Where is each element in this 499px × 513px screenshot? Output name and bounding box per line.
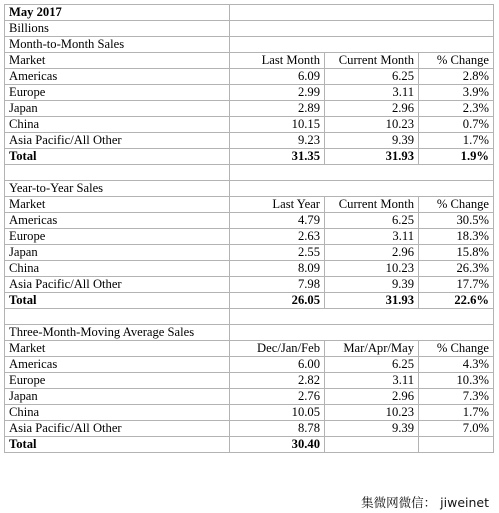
table-row [5, 357, 494, 373]
change-cell: 10.3% [419, 373, 494, 389]
sales-table [4, 4, 494, 453]
total-row [5, 293, 494, 309]
total-label: Total [5, 149, 230, 165]
total-value-cell: 30.40 [230, 437, 325, 453]
current-value-cell: 9.39 [325, 277, 419, 293]
change-cell: 18.3% [419, 229, 494, 245]
change-cell: 15.8% [419, 245, 494, 261]
empty-cell [230, 37, 494, 53]
market-cell: Asia Pacific/All Other [5, 133, 230, 149]
prior-value-cell: 10.05 [230, 405, 325, 421]
report-title: May 2017 [5, 5, 230, 21]
prior-value-cell: 8.09 [230, 261, 325, 277]
column-header-row [5, 197, 494, 213]
market-cell: Japan [5, 389, 230, 405]
table-row [5, 229, 494, 245]
change-cell: 2.8% [419, 69, 494, 85]
current-value-cell: 10.23 [325, 261, 419, 277]
spacer-row [5, 309, 494, 325]
watermark: 集微网微信： jiweinet [353, 493, 493, 513]
change-cell: 4.3% [419, 357, 494, 373]
total-value-cell: 1.9% [419, 149, 494, 165]
market-cell: Europe [5, 373, 230, 389]
column-header: Current Month [325, 53, 419, 69]
change-cell: 26.3% [419, 261, 494, 277]
column-header: Dec/Jan/Feb [230, 341, 325, 357]
total-value-cell [419, 437, 494, 453]
total-value-cell: 31.35 [230, 149, 325, 165]
change-cell: 7.3% [419, 389, 494, 405]
current-value-cell: 10.23 [325, 117, 419, 133]
spacer-row [5, 165, 494, 181]
column-header: Current Month [325, 197, 419, 213]
section-title: Month-to-Month Sales [5, 37, 230, 53]
table-row [5, 389, 494, 405]
current-value-cell: 10.23 [325, 405, 419, 421]
empty-cell [5, 309, 230, 325]
current-value-cell: 6.25 [325, 213, 419, 229]
table-row [5, 101, 494, 117]
prior-value-cell: 10.15 [230, 117, 325, 133]
table-row [5, 245, 494, 261]
change-cell: 1.7% [419, 133, 494, 149]
prior-value-cell: 6.09 [230, 69, 325, 85]
change-cell: 7.0% [419, 421, 494, 437]
current-value-cell: 3.11 [325, 229, 419, 245]
change-cell: 2.3% [419, 101, 494, 117]
prior-value-cell: 8.78 [230, 421, 325, 437]
column-header: % Change [419, 341, 494, 357]
empty-cell [230, 309, 494, 325]
table-row [5, 405, 494, 421]
column-header-market: Market [5, 197, 230, 213]
total-label: Total [5, 293, 230, 309]
table-row [5, 213, 494, 229]
market-cell: Europe [5, 85, 230, 101]
column-header: Mar/Apr/May [325, 341, 419, 357]
table-row [5, 277, 494, 293]
current-value-cell: 9.39 [325, 133, 419, 149]
column-header: Last Month [230, 53, 325, 69]
prior-value-cell: 2.63 [230, 229, 325, 245]
column-header-market: Market [5, 53, 230, 69]
prior-value-cell: 4.79 [230, 213, 325, 229]
market-cell: China [5, 261, 230, 277]
column-header: % Change [419, 197, 494, 213]
column-header-market: Market [5, 341, 230, 357]
total-value-cell: 22.6% [419, 293, 494, 309]
market-cell: China [5, 117, 230, 133]
section-title-row [5, 37, 494, 53]
section-title-row [5, 325, 494, 341]
market-cell: Americas [5, 213, 230, 229]
empty-cell [230, 181, 494, 197]
empty-cell [230, 165, 494, 181]
table-row [5, 85, 494, 101]
prior-value-cell: 7.98 [230, 277, 325, 293]
change-cell: 17.7% [419, 277, 494, 293]
market-cell: Asia Pacific/All Other [5, 277, 230, 293]
column-header: % Change [419, 53, 494, 69]
market-cell: Americas [5, 69, 230, 85]
change-cell: 30.5% [419, 213, 494, 229]
prior-value-cell: 2.55 [230, 245, 325, 261]
sales-table-body [5, 5, 494, 453]
table-row [5, 117, 494, 133]
current-value-cell: 3.11 [325, 85, 419, 101]
total-row [5, 149, 494, 165]
table-row [5, 421, 494, 437]
market-cell: Japan [5, 101, 230, 117]
current-value-cell: 6.25 [325, 69, 419, 85]
section-title: Three-Month-Moving Average Sales [5, 325, 230, 341]
empty-cell [230, 325, 494, 341]
total-row [5, 437, 494, 453]
prior-value-cell: 9.23 [230, 133, 325, 149]
total-value-cell: 26.05 [230, 293, 325, 309]
table-row [5, 133, 494, 149]
prior-value-cell: 2.89 [230, 101, 325, 117]
column-header-row [5, 53, 494, 69]
market-cell: Americas [5, 357, 230, 373]
market-cell: Europe [5, 229, 230, 245]
current-value-cell: 9.39 [325, 421, 419, 437]
current-value-cell: 2.96 [325, 101, 419, 117]
empty-cell [230, 21, 494, 37]
section-title-row [5, 181, 494, 197]
empty-cell [5, 165, 230, 181]
total-value-cell [325, 437, 419, 453]
market-cell: Japan [5, 245, 230, 261]
table-row [5, 373, 494, 389]
prior-value-cell: 2.99 [230, 85, 325, 101]
table-row [5, 69, 494, 85]
prior-value-cell: 6.00 [230, 357, 325, 373]
current-value-cell: 2.96 [325, 389, 419, 405]
market-cell: China [5, 405, 230, 421]
section-title: Year-to-Year Sales [5, 181, 230, 197]
change-cell: 3.9% [419, 85, 494, 101]
total-value-cell: 31.93 [325, 293, 419, 309]
title-row [5, 5, 494, 21]
current-value-cell: 3.11 [325, 373, 419, 389]
unit-label: Billions [5, 21, 230, 37]
prior-value-cell: 2.82 [230, 373, 325, 389]
current-value-cell: 6.25 [325, 357, 419, 373]
table-row [5, 261, 494, 277]
market-cell: Asia Pacific/All Other [5, 421, 230, 437]
unit-row [5, 21, 494, 37]
current-value-cell: 2.96 [325, 245, 419, 261]
column-header: Last Year [230, 197, 325, 213]
column-header-row [5, 341, 494, 357]
total-label: Total [5, 437, 230, 453]
change-cell: 1.7% [419, 405, 494, 421]
prior-value-cell: 2.76 [230, 389, 325, 405]
empty-cell [230, 5, 494, 21]
change-cell: 0.7% [419, 117, 494, 133]
total-value-cell: 31.93 [325, 149, 419, 165]
